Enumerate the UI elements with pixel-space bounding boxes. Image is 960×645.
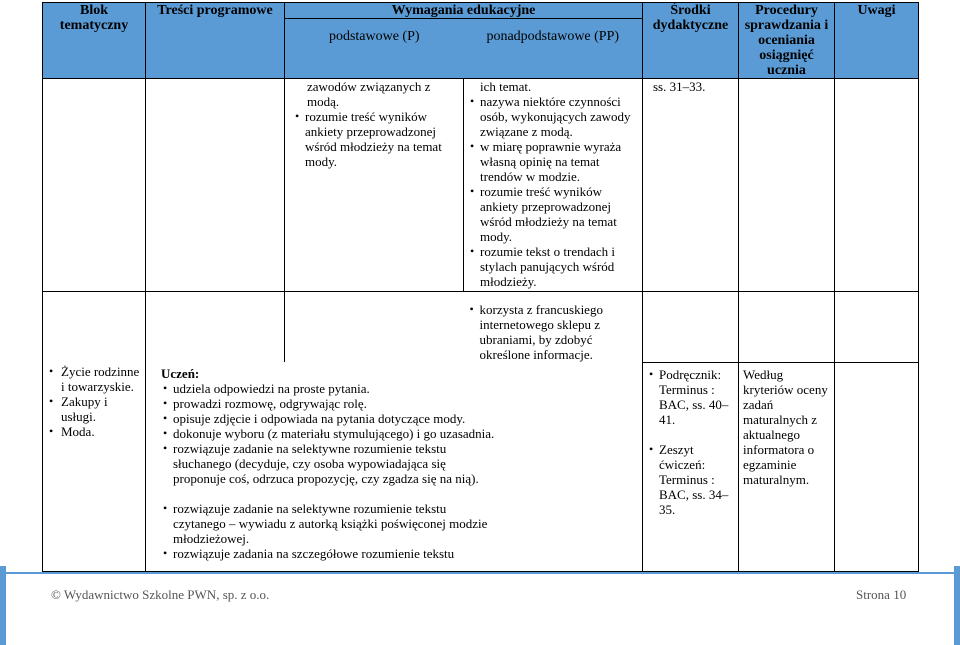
footer-copyright: © Wydawnictwo Szkolne PWN, sp. z o.o. bbox=[51, 587, 270, 602]
curriculum-table bbox=[42, 2, 919, 572]
blok-list bbox=[47, 364, 141, 439]
header-row bbox=[43, 3, 919, 19]
list-item: • Podręcznik: Terminus : BAC, ss. 40–41. bbox=[647, 367, 734, 427]
pp-list bbox=[468, 94, 638, 289]
list-item: • nazywa niektóre czynności osób, wykonujących zawody związane z modą. bbox=[468, 94, 638, 139]
cell-ponadpodstawowe-1 bbox=[464, 79, 643, 292]
cell-uwagi-3 bbox=[835, 362, 919, 571]
list-item: • rozwiązuje zadania na szczegółowe rozumienie tekstu bbox=[161, 546, 496, 561]
table-row-3 bbox=[43, 362, 919, 571]
list-item: • rozwiązuje zadanie na selektywne rozumienie tekstu słuchanego (decyduje, czy osoba wypowiadająca się proponuje coś, odrzuca propozycję, czy zgadza się na nią). bbox=[161, 441, 496, 486]
cell-tresci-1 bbox=[146, 79, 285, 292]
list-item: • rozumie tekst o trendach i stylach panujących wśród młodzieży. bbox=[468, 244, 638, 289]
table-row-2 bbox=[43, 292, 919, 363]
header-ponadpodstawowe: ponadpodstawowe (PP) bbox=[486, 29, 620, 44]
footer-right-accent bbox=[954, 566, 960, 645]
list-item: • rozumie treść wyników ankiety przeprowadzonej wśród młodzieży na temat mody. bbox=[293, 109, 459, 169]
cell-blok-3 bbox=[43, 362, 146, 571]
table-row-1 bbox=[43, 79, 919, 292]
header-uwagi: Uwagi bbox=[835, 3, 919, 79]
header-blok-tematyczny: Blok tematyczny bbox=[43, 3, 146, 79]
procedury-text: Według kryteriów oceny zadań maturalnych z aktualnego informatora o egzaminie maturalnym. bbox=[743, 366, 828, 487]
list-item: • korzysta z francuskiego internetowego sklepu z ubraniami, by zdobyć określone informacje. bbox=[468, 302, 639, 362]
srodki-list bbox=[647, 367, 734, 517]
footer-left-accent bbox=[0, 566, 6, 645]
list-item: • dokonuje wyboru (z materiału stymulującego) i go uzasadnia. bbox=[161, 426, 496, 441]
cell-srodki-3 bbox=[643, 362, 739, 571]
header-procedury: Procedury sprawdzania i oceniania osiągnięć ucznia bbox=[739, 3, 835, 79]
cell-blok-2 bbox=[43, 292, 146, 363]
list-item: • prowadzi rozmowę, odgrywając rolę. bbox=[161, 396, 496, 411]
cell-ponadpodstawowe-2 bbox=[464, 292, 643, 363]
list-item: • rozwiązuje zadanie na selektywne rozumienie tekstu czytanego – wywiadu z autorką książki poświęconej modzie młodzieżowej. bbox=[161, 501, 496, 546]
pp-list-2 bbox=[468, 302, 639, 362]
footer-page-number: Strona 10 bbox=[856, 587, 907, 602]
cell-podstawowe-2 bbox=[285, 292, 464, 363]
p-list bbox=[289, 109, 459, 169]
header-srodki-dydaktyczne: Środki dydaktyczne bbox=[643, 3, 739, 79]
list-item: • Zakupy i usługi. bbox=[47, 394, 141, 424]
list-item: • Zeszyt ćwiczeń: Terminus : BAC, ss. 34–35. bbox=[647, 442, 734, 517]
cell-uwagi-2 bbox=[835, 292, 919, 363]
subheader-cell bbox=[285, 19, 643, 79]
cell-procedury-2 bbox=[739, 292, 835, 363]
header-tresci-programowe: Treści programowe bbox=[146, 3, 285, 79]
cell-uwagi-1 bbox=[835, 79, 919, 292]
list-item: • opisuje zdjęcie i odpowiada na pytania dotyczące mody. bbox=[161, 411, 496, 426]
cell-blok-1 bbox=[43, 79, 146, 292]
cell-procedury-3 bbox=[739, 362, 835, 571]
header-podstawowe: podstawowe (P) bbox=[328, 29, 420, 44]
uczen-label: Uczeń: bbox=[161, 366, 200, 381]
cell-srodki-2 bbox=[643, 292, 739, 363]
cell-tresci-3 bbox=[146, 362, 643, 571]
srodki-pages: ss. 31–33. bbox=[653, 79, 706, 94]
tresci-list bbox=[161, 381, 496, 561]
cell-tresci-2 bbox=[146, 292, 285, 363]
list-item: • Życie rodzinne i towarzyskie. bbox=[47, 364, 141, 394]
cell-procedury-1 bbox=[739, 79, 835, 292]
list-item: • w miarę poprawnie wyraża własną opinię na temat trendów w modzie. bbox=[468, 139, 638, 184]
header-wymagania: Wymagania edukacyjne bbox=[285, 3, 643, 19]
footer-divider bbox=[6, 572, 954, 574]
list-item: • rozumie treść wyników ankiety przeprowadzonej wśród młodzieży na temat mody. bbox=[468, 184, 638, 244]
list-item: • udziela odpowiedzi na proste pytania. bbox=[161, 381, 496, 396]
cell-podstawowe-1 bbox=[285, 79, 464, 292]
cell-srodki-1 bbox=[643, 79, 739, 292]
pp-intro: ich temat. bbox=[480, 79, 532, 94]
list-item: • Moda. bbox=[47, 424, 141, 439]
p-intro: zawodów związanych z modą. bbox=[307, 79, 431, 109]
